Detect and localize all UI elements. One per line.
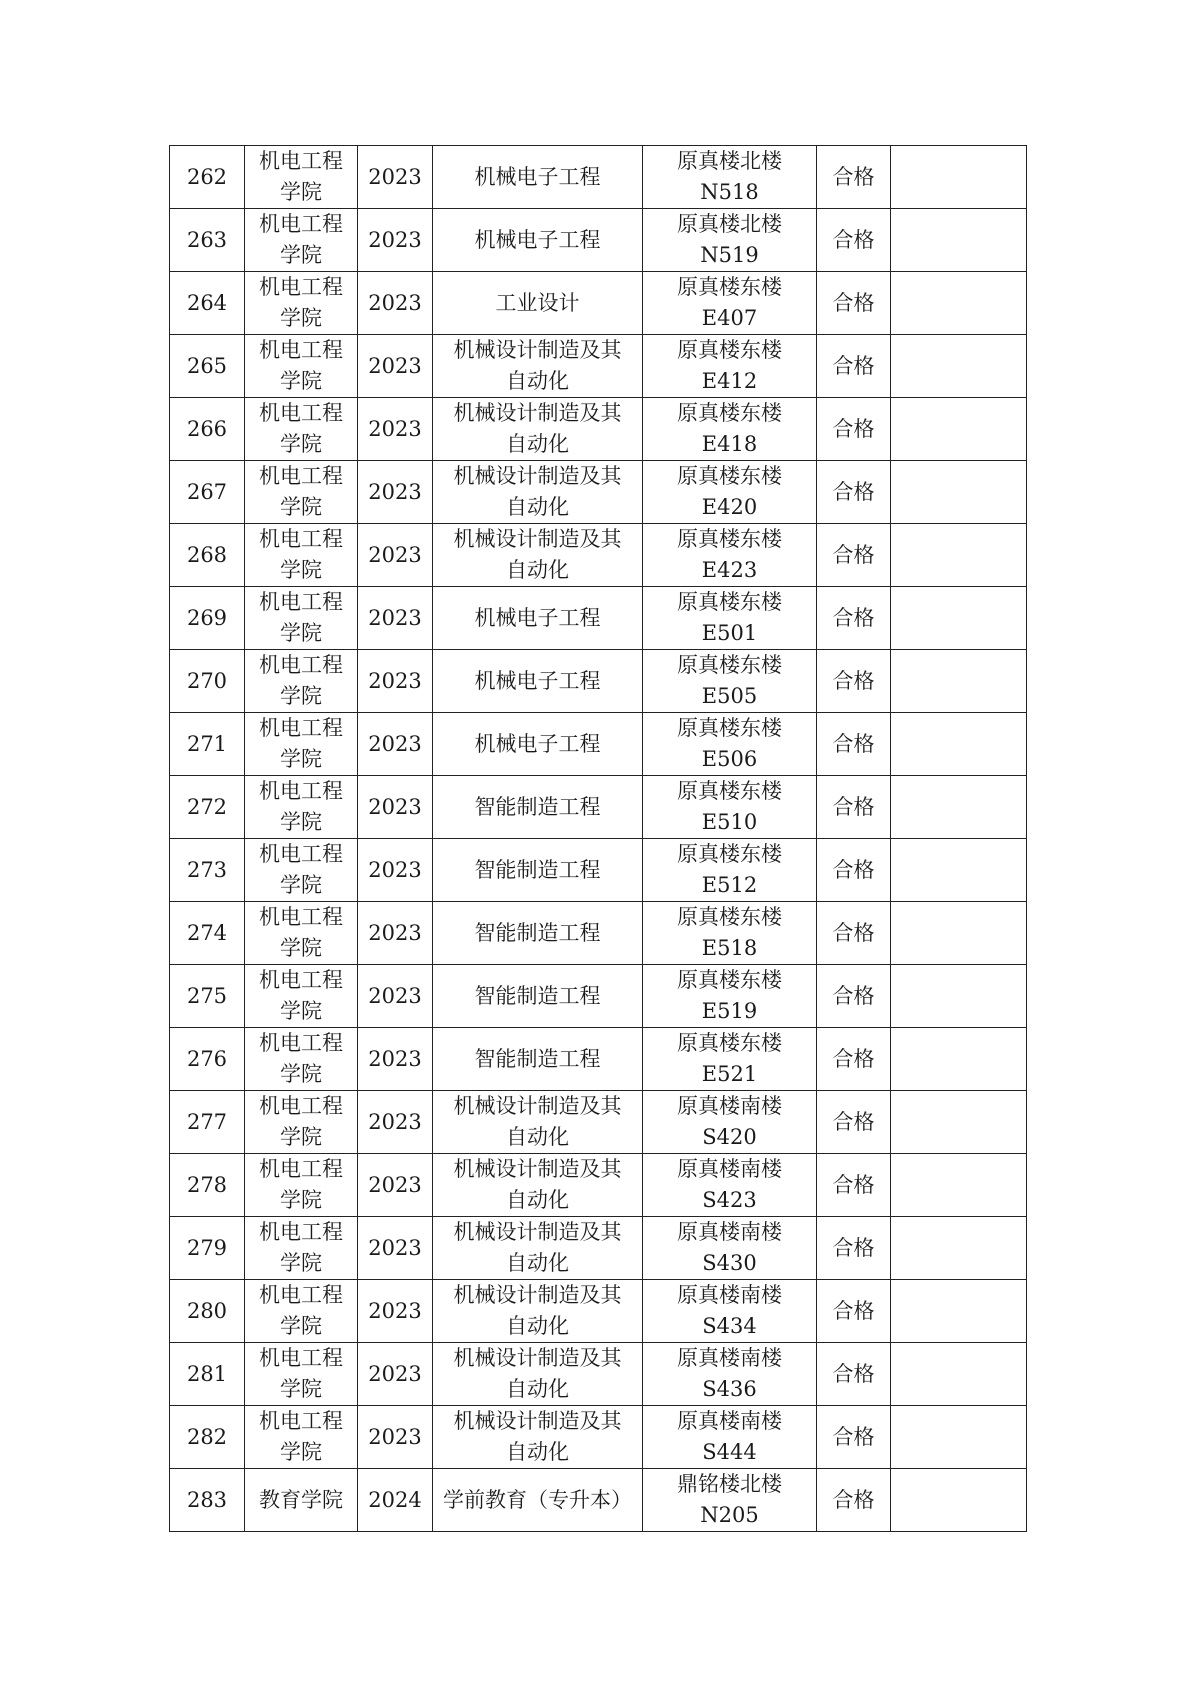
remark-cell xyxy=(891,965,1027,1028)
remark-cell xyxy=(891,398,1027,461)
dorm-room-line: 原真楼东楼 xyxy=(677,1031,782,1055)
college-cell xyxy=(245,1406,358,1469)
row-number-cell: 266 xyxy=(170,398,245,461)
major-line: 自动化 xyxy=(506,1125,569,1149)
row-number-cell: 283 xyxy=(170,1469,245,1532)
college-line: 机电工程 xyxy=(259,1157,343,1181)
row-number-cell: 267 xyxy=(170,461,245,524)
college-cell xyxy=(245,209,358,272)
inspection-result-cell: 合格 xyxy=(817,1091,891,1154)
college-cell xyxy=(245,587,358,650)
table-row xyxy=(170,398,1027,461)
college-cell xyxy=(245,776,358,839)
table-row xyxy=(170,1028,1027,1091)
college-cell xyxy=(245,1343,358,1406)
college-line: 学院 xyxy=(280,873,322,897)
row-number-cell: 268 xyxy=(170,524,245,587)
grade-year-cell: 2023 xyxy=(358,1154,433,1217)
college-line: 机电工程 xyxy=(259,1409,343,1433)
dorm-room-cell xyxy=(643,1154,817,1217)
college-line: 学院 xyxy=(280,999,322,1023)
major-line: 智能制造工程 xyxy=(474,920,601,945)
table-row xyxy=(170,1343,1027,1406)
grade-year-cell: 2023 xyxy=(358,965,433,1028)
dorm-room-line: 原真楼南楼 xyxy=(677,1409,782,1433)
college-line: 机电工程 xyxy=(259,1094,343,1118)
table-row xyxy=(170,587,1027,650)
major-cell xyxy=(433,272,643,335)
major-line: 智能制造工程 xyxy=(474,857,601,882)
college-cell xyxy=(245,335,358,398)
college-cell xyxy=(245,965,358,1028)
row-number-cell: 280 xyxy=(170,1280,245,1343)
major-cell xyxy=(433,146,643,209)
college-line: 学院 xyxy=(280,1440,322,1464)
college-line: 学院 xyxy=(280,1125,322,1149)
inspection-result-cell: 合格 xyxy=(817,1280,891,1343)
remark-cell xyxy=(891,713,1027,776)
major-cell xyxy=(433,209,643,272)
dorm-room-line: E501 xyxy=(701,621,758,645)
college-line: 学院 xyxy=(280,558,322,582)
row-number-cell: 262 xyxy=(170,146,245,209)
dorm-room-cell xyxy=(643,146,817,209)
college-line: 学院 xyxy=(280,432,322,456)
grade-year-cell: 2023 xyxy=(358,1217,433,1280)
college-cell xyxy=(245,650,358,713)
grade-year-cell: 2023 xyxy=(358,650,433,713)
college-line: 学院 xyxy=(280,1188,322,1212)
major-line: 自动化 xyxy=(506,1188,569,1212)
dorm-room-cell xyxy=(643,1469,817,1532)
row-number-cell: 279 xyxy=(170,1217,245,1280)
dorm-room-line: 原真楼东楼 xyxy=(677,275,782,299)
major-line: 智能制造工程 xyxy=(474,1046,601,1071)
table-row xyxy=(170,335,1027,398)
grade-year-cell: 2023 xyxy=(358,902,433,965)
dorm-room-cell xyxy=(643,1343,817,1406)
college-cell xyxy=(245,839,358,902)
dorm-room-line: 原真楼南楼 xyxy=(677,1094,782,1118)
major-line: 机械电子工程 xyxy=(474,164,601,189)
major-cell xyxy=(433,587,643,650)
row-number-cell: 273 xyxy=(170,839,245,902)
major-cell xyxy=(433,1217,643,1280)
college-line: 机电工程 xyxy=(259,1346,343,1370)
college-cell xyxy=(245,1154,358,1217)
dorm-room-cell xyxy=(643,335,817,398)
grade-year-cell: 2023 xyxy=(358,524,433,587)
dorm-room-line: 原真楼南楼 xyxy=(677,1157,782,1181)
dorm-room-cell xyxy=(643,209,817,272)
row-number-cell: 270 xyxy=(170,650,245,713)
dorm-room-line: 原真楼东楼 xyxy=(677,653,782,677)
dorm-room-line: 原真楼北楼 xyxy=(677,149,782,173)
remark-cell xyxy=(891,1469,1027,1532)
remark-cell xyxy=(891,461,1027,524)
college-line: 机电工程 xyxy=(259,590,343,614)
college-cell xyxy=(245,713,358,776)
dorm-room-line: S444 xyxy=(702,1440,757,1464)
dorm-room-line: E521 xyxy=(701,1062,758,1086)
major-line: 机械设计制造及其 xyxy=(453,1157,622,1181)
row-number-cell: 278 xyxy=(170,1154,245,1217)
remark-cell xyxy=(891,1154,1027,1217)
major-cell xyxy=(433,776,643,839)
major-cell xyxy=(433,1469,643,1532)
table-row xyxy=(170,1091,1027,1154)
dorm-room-line: S434 xyxy=(702,1314,757,1338)
dorm-room-line: E506 xyxy=(701,747,758,771)
remark-cell xyxy=(891,902,1027,965)
major-line: 自动化 xyxy=(506,369,569,393)
inspection-result-cell: 合格 xyxy=(817,272,891,335)
table-row xyxy=(170,1154,1027,1217)
dorm-room-cell xyxy=(643,902,817,965)
college-line: 学院 xyxy=(280,747,322,771)
dorm-room-cell xyxy=(643,1280,817,1343)
major-line: 机械设计制造及其 xyxy=(453,1220,622,1244)
college-cell xyxy=(245,1091,358,1154)
remark-cell xyxy=(891,335,1027,398)
college-line: 机电工程 xyxy=(259,779,343,803)
college-line: 机电工程 xyxy=(259,149,343,173)
table-row xyxy=(170,1406,1027,1469)
dorm-room-line: 原真楼东楼 xyxy=(677,590,782,614)
college-line: 机电工程 xyxy=(259,905,343,929)
dorm-room-line: E423 xyxy=(701,558,758,582)
dorm-room-line: 鼎铭楼北楼 xyxy=(677,1472,782,1496)
inspection-result-cell: 合格 xyxy=(817,1343,891,1406)
college-line: 机电工程 xyxy=(259,968,343,992)
table-row xyxy=(170,461,1027,524)
dorm-room-line: S430 xyxy=(702,1251,757,1275)
grade-year-cell: 2023 xyxy=(358,713,433,776)
dorm-room-cell xyxy=(643,398,817,461)
major-line: 机械设计制造及其 xyxy=(453,1346,622,1370)
college-cell xyxy=(245,902,358,965)
major-cell xyxy=(433,398,643,461)
dorm-room-line: E420 xyxy=(701,495,758,519)
dorm-room-cell xyxy=(643,713,817,776)
major-cell xyxy=(433,965,643,1028)
dorm-room-line: 原真楼东楼 xyxy=(677,527,782,551)
inspection-result-cell: 合格 xyxy=(817,965,891,1028)
row-number-cell: 269 xyxy=(170,587,245,650)
remark-cell xyxy=(891,1091,1027,1154)
college-cell xyxy=(245,1280,358,1343)
major-line: 机械设计制造及其 xyxy=(453,401,622,425)
major-line: 学前教育（专升本） xyxy=(443,1487,632,1512)
college-cell xyxy=(245,524,358,587)
college-line: 机电工程 xyxy=(259,1283,343,1307)
major-cell xyxy=(433,839,643,902)
table-row xyxy=(170,965,1027,1028)
remark-cell xyxy=(891,209,1027,272)
dorm-room-line: 原真楼南楼 xyxy=(677,1283,782,1307)
dorm-room-line: 原真楼南楼 xyxy=(677,1346,782,1370)
college-line: 学院 xyxy=(280,369,322,393)
remark-cell xyxy=(891,776,1027,839)
remark-cell xyxy=(891,1028,1027,1091)
dorm-room-line: E407 xyxy=(701,306,758,330)
dorm-room-line: N519 xyxy=(700,243,759,267)
college-line: 学院 xyxy=(280,621,322,645)
grade-year-cell: 2023 xyxy=(358,776,433,839)
major-cell xyxy=(433,1280,643,1343)
dorm-room-line: 原真楼东楼 xyxy=(677,968,782,992)
major-line: 自动化 xyxy=(506,558,569,582)
inspection-result-cell: 合格 xyxy=(817,839,891,902)
row-number-cell: 271 xyxy=(170,713,245,776)
table-row xyxy=(170,1469,1027,1532)
dorm-room-line: 原真楼东楼 xyxy=(677,338,782,362)
remark-cell xyxy=(891,1217,1027,1280)
college-line: 机电工程 xyxy=(259,275,343,299)
table-row xyxy=(170,272,1027,335)
row-number-cell: 264 xyxy=(170,272,245,335)
dorm-room-line: E519 xyxy=(701,999,758,1023)
remark-cell xyxy=(891,1343,1027,1406)
dorm-room-cell xyxy=(643,965,817,1028)
dorm-room-cell xyxy=(643,650,817,713)
grade-year-cell: 2023 xyxy=(358,335,433,398)
dorm-room-line: 原真楼东楼 xyxy=(677,464,782,488)
dorm-room-line: E412 xyxy=(701,369,758,393)
inspection-result-cell: 合格 xyxy=(817,461,891,524)
row-number-cell: 265 xyxy=(170,335,245,398)
dorm-room-line: 原真楼东楼 xyxy=(677,905,782,929)
major-line: 自动化 xyxy=(506,1251,569,1275)
college-line: 机电工程 xyxy=(259,1220,343,1244)
college-line: 学院 xyxy=(280,243,322,267)
dorm-room-line: N205 xyxy=(700,1503,759,1527)
college-line: 机电工程 xyxy=(259,842,343,866)
dorm-room-line: 原真楼北楼 xyxy=(677,212,782,236)
remark-cell xyxy=(891,272,1027,335)
table-row xyxy=(170,1280,1027,1343)
inspection-result-cell: 合格 xyxy=(817,1217,891,1280)
dorm-room-cell xyxy=(643,272,817,335)
dorm-room-line: 原真楼东楼 xyxy=(677,842,782,866)
college-line: 机电工程 xyxy=(259,401,343,425)
inspection-result-cell: 合格 xyxy=(817,902,891,965)
major-cell xyxy=(433,650,643,713)
major-line: 机械电子工程 xyxy=(474,731,601,756)
records-table xyxy=(169,145,1027,1532)
row-number-cell: 272 xyxy=(170,776,245,839)
college-line: 学院 xyxy=(280,810,322,834)
major-line: 机械设计制造及其 xyxy=(453,527,622,551)
row-number-cell: 276 xyxy=(170,1028,245,1091)
grade-year-cell: 2023 xyxy=(358,1091,433,1154)
grade-year-cell: 2023 xyxy=(358,209,433,272)
grade-year-cell: 2023 xyxy=(358,461,433,524)
major-cell xyxy=(433,461,643,524)
major-cell xyxy=(433,1028,643,1091)
college-line: 机电工程 xyxy=(259,464,343,488)
major-cell xyxy=(433,713,643,776)
remark-cell xyxy=(891,146,1027,209)
dorm-room-cell xyxy=(643,1217,817,1280)
major-line: 自动化 xyxy=(506,1440,569,1464)
grade-year-cell: 2023 xyxy=(358,587,433,650)
major-line: 智能制造工程 xyxy=(474,794,601,819)
college-line: 机电工程 xyxy=(259,653,343,677)
dorm-room-line: S436 xyxy=(702,1377,757,1401)
dorm-room-line: E518 xyxy=(701,936,758,960)
inspection-result-cell: 合格 xyxy=(817,209,891,272)
major-line: 自动化 xyxy=(506,495,569,519)
table-row xyxy=(170,839,1027,902)
major-line: 机械设计制造及其 xyxy=(453,1094,622,1118)
grade-year-cell: 2023 xyxy=(358,272,433,335)
remark-cell xyxy=(891,1280,1027,1343)
major-line: 机械设计制造及其 xyxy=(453,464,622,488)
table-row xyxy=(170,776,1027,839)
inspection-result-cell: 合格 xyxy=(817,650,891,713)
major-cell xyxy=(433,1091,643,1154)
college-cell xyxy=(245,1217,358,1280)
major-cell xyxy=(433,1154,643,1217)
college-line: 学院 xyxy=(280,180,322,204)
row-number-cell: 277 xyxy=(170,1091,245,1154)
inspection-result-cell: 合格 xyxy=(817,1406,891,1469)
inspection-result-cell: 合格 xyxy=(817,1154,891,1217)
major-line: 机械电子工程 xyxy=(474,227,601,252)
college-line: 学院 xyxy=(280,936,322,960)
inspection-result-cell: 合格 xyxy=(817,398,891,461)
dorm-room-line: 原真楼南楼 xyxy=(677,1220,782,1244)
records-table-body xyxy=(170,146,1027,1532)
college-cell xyxy=(245,1028,358,1091)
major-cell xyxy=(433,902,643,965)
college-line: 机电工程 xyxy=(259,338,343,362)
college-line: 学院 xyxy=(280,1314,322,1338)
dorm-room-line: E512 xyxy=(701,873,758,897)
grade-year-cell: 2024 xyxy=(358,1469,433,1532)
college-line: 机电工程 xyxy=(259,716,343,740)
remark-cell xyxy=(891,524,1027,587)
row-number-cell: 282 xyxy=(170,1406,245,1469)
major-cell xyxy=(433,1343,643,1406)
grade-year-cell: 2023 xyxy=(358,146,433,209)
dorm-room-line: 原真楼东楼 xyxy=(677,779,782,803)
major-line: 智能制造工程 xyxy=(474,983,601,1008)
college-line: 学院 xyxy=(280,495,322,519)
remark-cell xyxy=(891,1406,1027,1469)
major-line: 机械设计制造及其 xyxy=(453,1409,622,1433)
college-line: 学院 xyxy=(280,306,322,330)
college-line: 机电工程 xyxy=(259,527,343,551)
major-line: 机械设计制造及其 xyxy=(453,338,622,362)
table-row xyxy=(170,524,1027,587)
table-row xyxy=(170,1217,1027,1280)
major-line: 机械电子工程 xyxy=(474,605,601,630)
grade-year-cell: 2023 xyxy=(358,839,433,902)
dorm-room-cell xyxy=(643,587,817,650)
major-line: 工业设计 xyxy=(495,290,580,315)
college-line: 学院 xyxy=(280,1251,322,1275)
dorm-room-cell xyxy=(643,1406,817,1469)
row-number-cell: 275 xyxy=(170,965,245,1028)
dorm-room-line: S423 xyxy=(702,1188,757,1212)
college-line: 教育学院 xyxy=(259,1487,343,1512)
grade-year-cell: 2023 xyxy=(358,398,433,461)
dorm-room-cell xyxy=(643,839,817,902)
grade-year-cell: 2023 xyxy=(358,1028,433,1091)
row-number-cell: 263 xyxy=(170,209,245,272)
college-cell xyxy=(245,1469,358,1532)
college-line: 学院 xyxy=(280,684,322,708)
dorm-room-line: N518 xyxy=(700,180,759,204)
college-cell xyxy=(245,272,358,335)
college-line: 机电工程 xyxy=(259,212,343,236)
inspection-result-cell: 合格 xyxy=(817,1028,891,1091)
major-line: 自动化 xyxy=(506,1377,569,1401)
dorm-room-line: 原真楼东楼 xyxy=(677,401,782,425)
major-line: 自动化 xyxy=(506,1314,569,1338)
dorm-room-line: 原真楼东楼 xyxy=(677,716,782,740)
major-cell xyxy=(433,1406,643,1469)
college-cell xyxy=(245,146,358,209)
dorm-room-line: E510 xyxy=(701,810,758,834)
grade-year-cell: 2023 xyxy=(358,1343,433,1406)
inspection-result-cell: 合格 xyxy=(817,335,891,398)
college-line: 学院 xyxy=(280,1062,322,1086)
grade-year-cell: 2023 xyxy=(358,1280,433,1343)
college-cell xyxy=(245,398,358,461)
major-line: 机械设计制造及其 xyxy=(453,1283,622,1307)
dorm-room-line: E418 xyxy=(701,432,758,456)
inspection-result-cell: 合格 xyxy=(817,713,891,776)
inspection-result-cell: 合格 xyxy=(817,587,891,650)
remark-cell xyxy=(891,650,1027,713)
inspection-result-cell: 合格 xyxy=(817,524,891,587)
dorm-room-line: S420 xyxy=(702,1125,757,1149)
table-row xyxy=(170,146,1027,209)
major-line: 机械电子工程 xyxy=(474,668,601,693)
college-cell xyxy=(245,461,358,524)
row-number-cell: 274 xyxy=(170,902,245,965)
dorm-room-cell xyxy=(643,461,817,524)
remark-cell xyxy=(891,839,1027,902)
dorm-room-cell xyxy=(643,776,817,839)
remark-cell xyxy=(891,587,1027,650)
dorm-room-cell xyxy=(643,524,817,587)
inspection-result-cell: 合格 xyxy=(817,146,891,209)
table-row xyxy=(170,902,1027,965)
major-cell xyxy=(433,335,643,398)
row-number-cell: 281 xyxy=(170,1343,245,1406)
college-line: 机电工程 xyxy=(259,1031,343,1055)
dorm-room-cell xyxy=(643,1028,817,1091)
inspection-result-cell: 合格 xyxy=(817,776,891,839)
table-row xyxy=(170,713,1027,776)
college-line: 学院 xyxy=(280,1377,322,1401)
major-line: 自动化 xyxy=(506,432,569,456)
table-row xyxy=(170,650,1027,713)
dorm-room-cell xyxy=(643,1091,817,1154)
inspection-result-cell: 合格 xyxy=(817,1469,891,1532)
major-cell xyxy=(433,524,643,587)
dorm-room-line: E505 xyxy=(701,684,758,708)
grade-year-cell: 2023 xyxy=(358,1406,433,1469)
table-row xyxy=(170,209,1027,272)
